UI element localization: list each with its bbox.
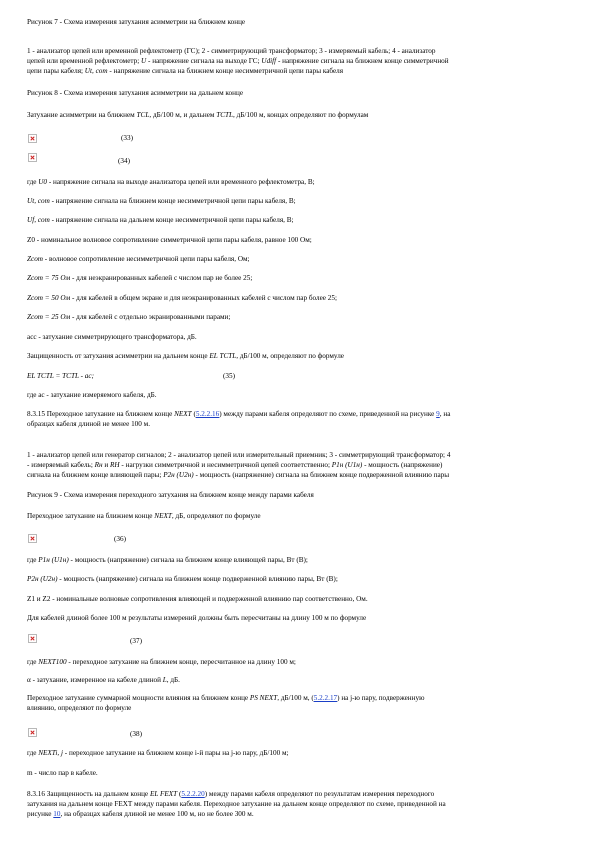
def-zcom-50: Zcom = 50 Ом - для кабелей в общем экране и для неэкранированных кабелей с числом пар более 25; (27, 294, 337, 302)
equation-35-number: (35) (223, 372, 235, 380)
def-m: m - число пар в кабеле. (27, 769, 98, 777)
def-z0: Z0 - номинальное волновое сопротивление симметричной цепи пары кабеля, равное 100 Ом; (27, 236, 312, 244)
section-8-3-15: 8.3.15 Переходное затухание на ближнем конце NEXT (5.2.2.16) между парами кабеля определяют по схеме, приведенной на рисунке 9, на образцах кабеля длиной не менее 100 м. (27, 410, 451, 428)
def-p2n: P2н (U2н) - мощность (напряжение) сигнала на ближнем конце подверженной влиянию пары, Вт (В); (27, 575, 338, 583)
link-figure-10[interactable]: 10 (53, 810, 61, 818)
def-ut-com: Ut, com - напряжение сигнала на ближнем конце несимметричной цепи пары кабеля, В; (27, 197, 296, 205)
def-alpha: α - затухание, измеренное на кабеле длиной L, дБ. (27, 676, 180, 684)
next-formula-intro: Переходное затухание на ближнем конце NEXT, дБ, определяют по формуле (27, 512, 261, 520)
def-u0: где U0 - напряжение сигнала на выходе анализатора цепей или временного рефлектометра, В; (27, 178, 315, 186)
section-8-3-16: 8.3.16 Защищенность на дальнем конце EL FEXT (5.2.2.20) между парами кабеля определяют по результатам измерения переходного затухания на дальнем конце FEXT между парами кабеля. Переходное затухание на дальнем конце определяют по схеме, приведенной на рисунке 10, на образцах кабеля длиной не менее 100 м, но не более 300 м. (27, 790, 446, 818)
broken-image-icon (28, 134, 37, 143)
equation-33-number: (33) (121, 134, 133, 142)
broken-image-icon (28, 634, 37, 643)
link-figure-9[interactable]: 9 (436, 410, 440, 418)
def-ac: где ас - затухание измеряемого кабеля, дБ. (27, 391, 157, 399)
def-next100: где NEXT100 - переходное затухание на ближнем конце, пересчитанное на длину 100 м; (27, 658, 296, 666)
ps-next-intro: Переходное затухание суммарной мощности влияния на ближнем конце PS NEXT, дБ/100 м, (5.2.2.17) на j-ю пару, подверженную влиянию, определяют по формуле (27, 694, 425, 712)
def-p1n: где P1н (U1н) - мощность (напряжение) сигнала на ближнем конце влияющей пары, Вт (В); (27, 556, 308, 564)
equation-38-number: (38) (130, 730, 142, 738)
link-5-2-2-20[interactable]: 5.2.2.20 (181, 790, 205, 798)
link-5-2-2-17[interactable]: 5.2.2.17 (313, 694, 338, 702)
def-zcom-25: Zcom = 25 Ом - для кабелей с отдельно экранированными парами; (27, 313, 231, 321)
def-acc: acc - затухание симметрирующего трансформатора, дБ. (27, 333, 197, 341)
figure-8-caption: Рисунок 8 - Схема измерения затухания асимметрии на дальнем конце (27, 89, 244, 97)
link-5-2-2-16[interactable]: 5.2.2.16 (195, 410, 220, 418)
equation-37-number: (37) (130, 637, 142, 645)
broken-image-icon (28, 534, 37, 543)
tcl-intro: Затухание асимметрии на ближнем TCL, дБ/100 м, и дальнем TCTL, дБ/100 м, концах определяют по формулам (27, 111, 369, 119)
broken-image-icon (28, 153, 37, 162)
def-next-ij: где NEXTi, j - переходное затухание на ближнем конце i-й пары на j-ю пару, дБ/100 м; (27, 749, 289, 757)
equation-34-number: (34) (118, 157, 130, 165)
equation-35: EL TCTL = TCTL - ас; (27, 372, 94, 380)
def-zcom-75: Zcom = 75 Ом - для неэкранированных кабелей с числом пар не более 25; (27, 274, 253, 282)
equation-36-number: (36) (114, 535, 126, 543)
def-zcom: Zcom - волновое сопротивление несимметричной цепи пары кабеля, Ом; (27, 255, 250, 263)
figure-7-caption: Рисунок 7 - Схема измерения затухания асимметрии на ближнем конце (27, 18, 246, 26)
figure-9-legend: 1 - анализатор цепей или генератор сигналов; 2 - анализатор цепей или измерительный приемник; 3 - симметрирующий трансформатор; 4 - измеряемый кабель; Rн и RH - нагрузки симметричной и несимметричной цепей соответственно; P1н (U1н) - мощность (напряжение) сигнала на ближнем конце влияющей пары; P2н (U2н) - мощность (напряжение) сигнала на ближнем конце подверженной влиянию пары (27, 451, 451, 479)
broken-image-icon (28, 728, 37, 737)
def-z1-z2: Z1 и Z2 - номинальные волновые сопротивления влияющей и подверженной влиянию пар соответственно, Ом. (27, 595, 368, 603)
figure-7-legend: 1 - анализатор цепей или временной рефлектометр (ГС); 2 - симметрирующий трансформатор; 3 - измеряемый кабель; 4 - анализатор цепей или временной рефлектометр; U - напряжение сигнала на выходе ГС; Udiff - напряжение сигнала на ближнем конце симметричной цепи пары кабеля; Ut, com - напряжение сигнала на ближнем конце несимметричной цепи пары кабеля (27, 47, 449, 75)
length-recalc-note: Для кабелей длиной более 100 м результаты измерений должны быть пересчитаны на длину 100 м по формуле (27, 614, 367, 622)
el-tctl-intro: Защищенность от затухания асимметрии на дальнем конце EL TCTL, дБ/100 м, определяют по формуле (27, 352, 344, 360)
figure-9-caption: Рисунок 9 - Схема измерения переходного затухания на ближнем конце между парами кабеля (27, 491, 314, 499)
def-uf-com: Uf, com - напряжение сигнала на дальнем конце несимметричной цепи пары кабеля, В; (27, 216, 294, 224)
